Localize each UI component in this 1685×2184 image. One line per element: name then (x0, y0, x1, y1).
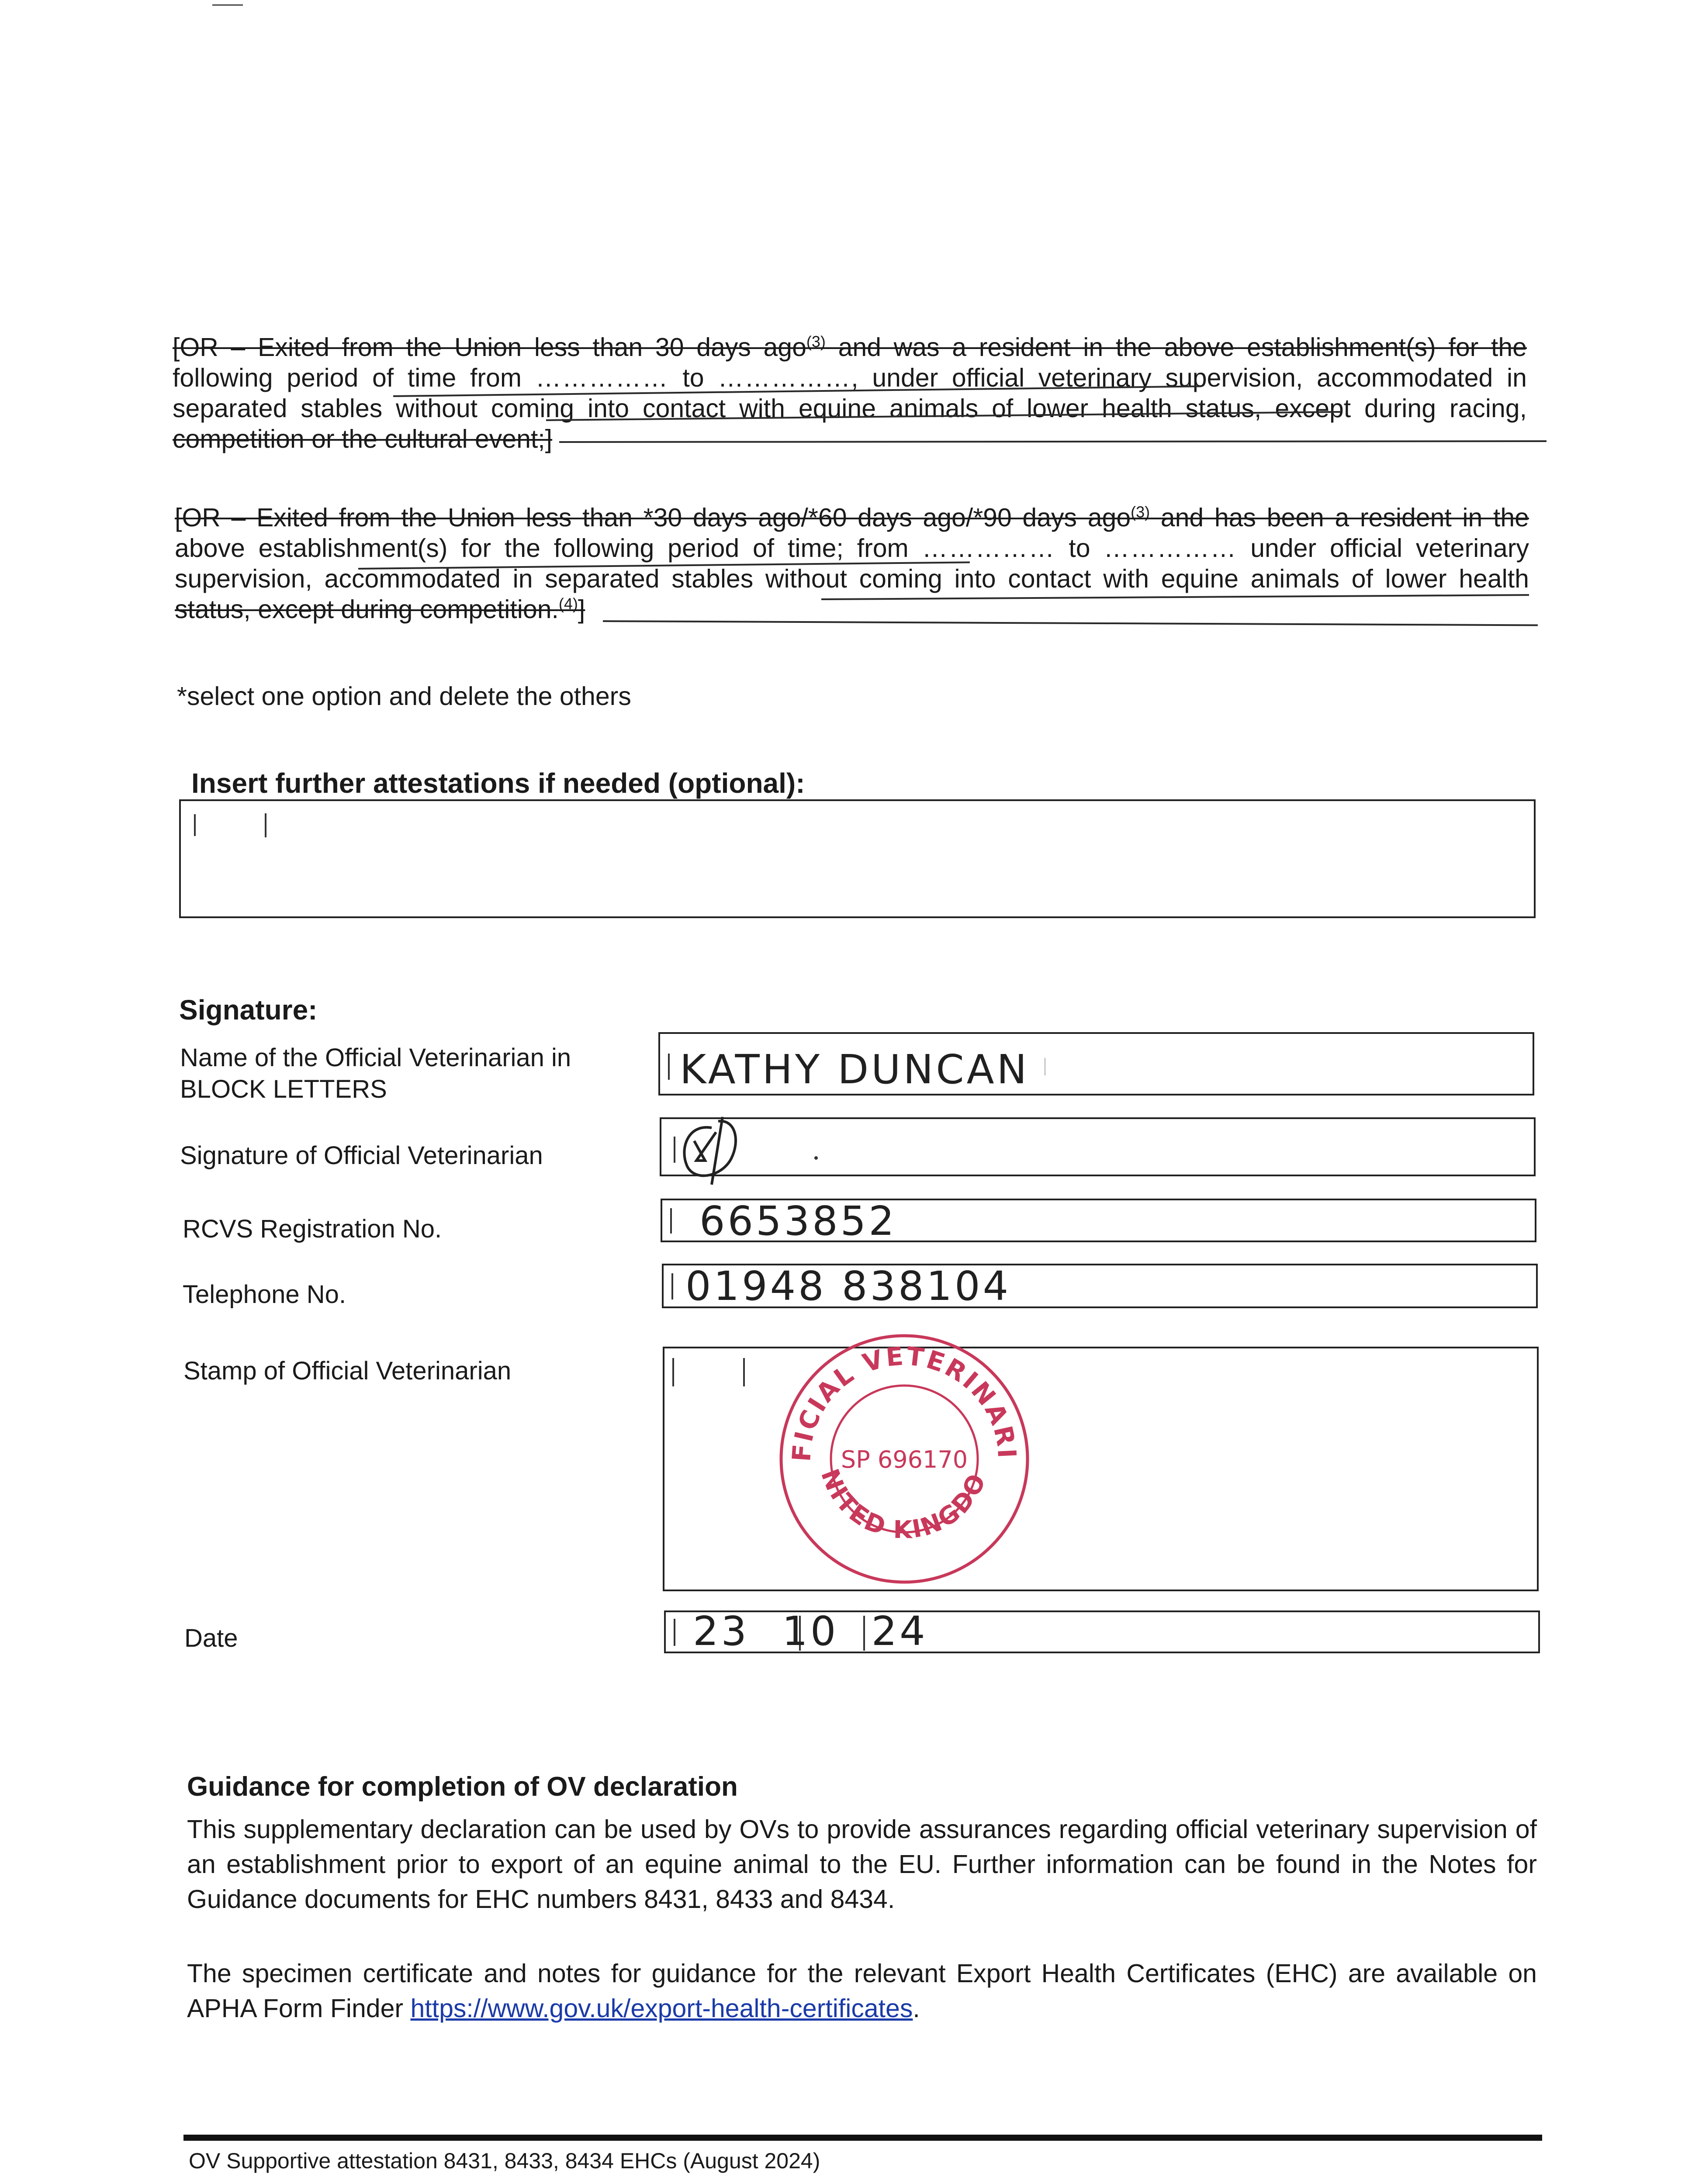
signature-label: Signature of Official Veterinarian (180, 1141, 543, 1170)
field-tick-mark (194, 814, 196, 836)
name-field[interactable] (658, 1032, 1534, 1095)
top-dash-mark (212, 4, 243, 6)
telephone-field[interactable] (662, 1264, 1538, 1308)
name-value: KATHY DUNCAN (680, 1046, 1030, 1093)
footer-text: OV Supportive attestation 8431, 8433, 8434 EHCs (August 2024) (189, 2149, 820, 2173)
name-label: Name of the Official Veterinarian in BLOCK LETTERS (180, 1044, 571, 1103)
para2-line-3: supervision, accommodated in separated stables without coming into contact with equine animals of lower health (175, 564, 1529, 593)
rcvs-field[interactable] (661, 1199, 1536, 1242)
rcvs-value: 6653852 (699, 1198, 897, 1244)
stamp-code: SP 696170 (841, 1446, 968, 1473)
official-veterinarian-stamp (773, 1328, 1035, 1590)
signature-title: Signature: (179, 994, 318, 1026)
field-tick-mark (743, 1358, 745, 1386)
para1-line-4: competition or the cultural event;] (173, 425, 553, 453)
para1-line-2: following period of time from …………… to ……………, under official veterinary supervision, accommodated in (173, 363, 1527, 392)
field-tick-mark (265, 813, 266, 837)
guidance-paragraph-1: This supplementary declaration can be used by OVs to provide assurances regarding official veterinary supervision of an establishment prior to export of an equine animal to the EU. Further information can be found in the Notes for Guidance documents for EHC numbers 8431, 8433 and 8434. (187, 1815, 1537, 1914)
para1-line-1: [OR – Exited from the Union less than 30 days ago$^{(3)}$ and was a resident in the above establishment(s) for the (173, 332, 1527, 362)
stamp-label: Stamp of Official Veterinarian (183, 1357, 512, 1385)
stamp-seal-icon (773, 1328, 1035, 1590)
guidance-title: Guidance for completion of OV declaration (187, 1772, 738, 1802)
further-attestations-field[interactable] (179, 799, 1536, 918)
rcvs-label: RCVS Registration No. (183, 1215, 442, 1243)
further-attestations-title: Insert further attestations if needed (optional): (191, 767, 805, 799)
svg-text:UNITED KINGDOM: NITED KINGDO (815, 1465, 993, 1545)
telephone-value: 01948 838104 (685, 1263, 1011, 1310)
svg-text:OFFICIAL VETERINARIAN: FICIAL VETERINARI (786, 1341, 1022, 1463)
field-tick-mark (668, 1054, 670, 1080)
field-tick-mark (672, 1358, 674, 1386)
footer-rule (183, 2135, 1542, 2141)
export-health-certificates-link[interactable]: https://www.gov.uk/export-health-certificates (410, 1994, 913, 2023)
field-tick-mark (671, 1273, 673, 1299)
date-label: Date (184, 1624, 238, 1652)
select-one-note: *select one option and delete the others (177, 682, 631, 711)
para2-line-4: status, except during competition.$^{(4)}$] (175, 594, 585, 624)
guidance-paragraph-2: The specimen certificate and notes for guidance for the relevant Export Health Certificates (EHC) are available on APHA Form Finder https://www.gov.uk/export-health-certificates. (187, 1959, 1537, 2023)
date-value: 23 10 24 (693, 1608, 928, 1655)
handwritten-signature-icon (670, 1110, 758, 1189)
para1-line-3: separated stables without coming into contact with equine animals of lower health status, except during racing, (173, 394, 1527, 423)
signature-field[interactable] (660, 1117, 1536, 1176)
ink-dot (814, 1156, 818, 1160)
option-paragraph-1 (173, 332, 1527, 454)
field-tick-mark (674, 1619, 675, 1646)
field-tick-mark (670, 1208, 672, 1234)
date-field[interactable] (664, 1610, 1540, 1653)
para2-line-1: [OR – Exited from the Union less than *30 days ago/*60 days ago/*90 days ago$^{(3)}$ and has been a resident in the (175, 503, 1529, 532)
telephone-label: Telephone No. (183, 1280, 346, 1309)
para2-line-2: above establishment(s) for the following period of time; from …………… to …………… under official veterinary (175, 534, 1529, 563)
